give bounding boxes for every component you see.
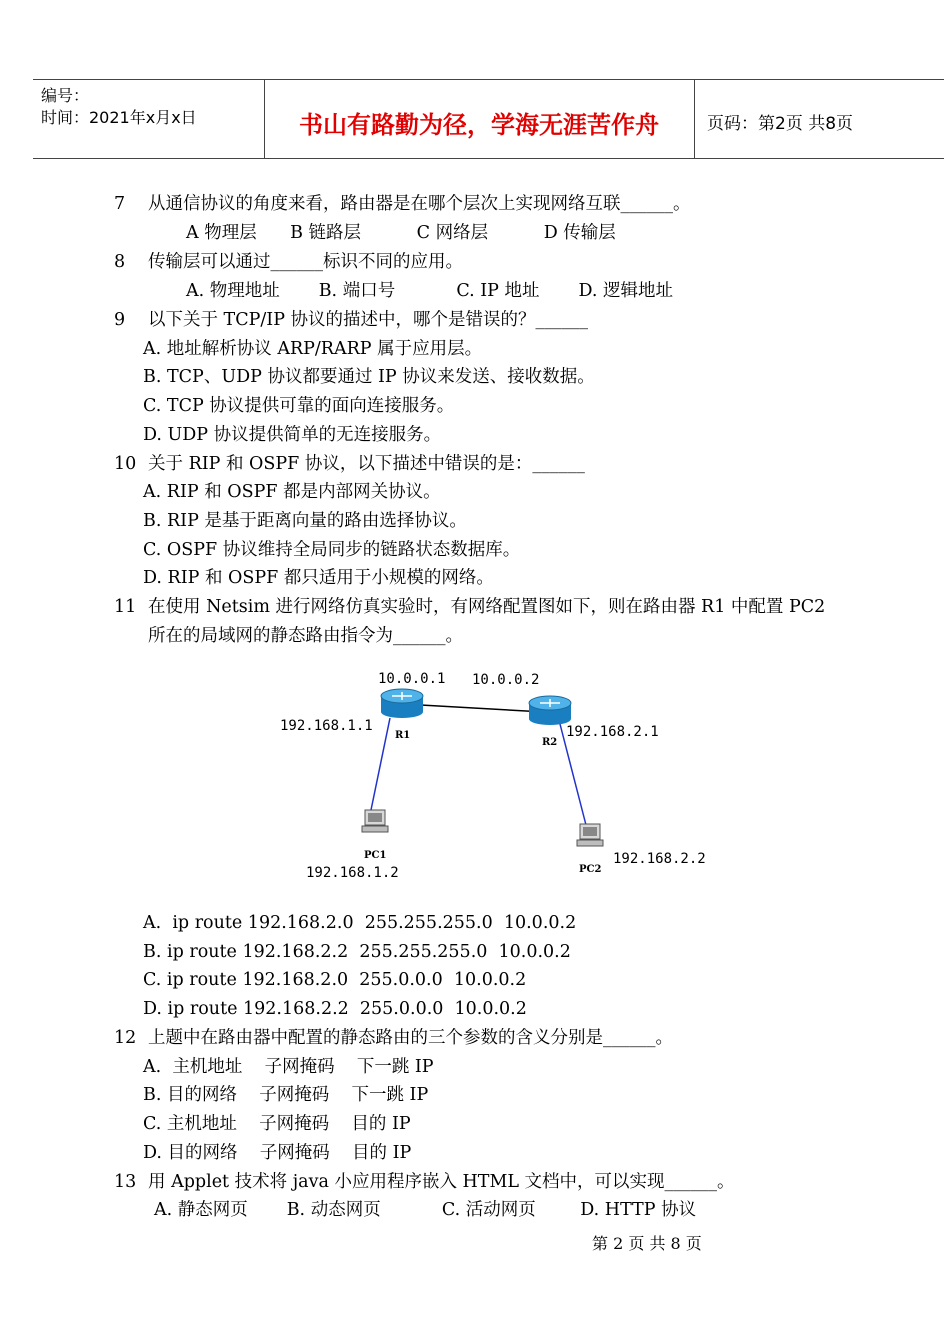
r1-lan-ip: 192.168.1.1 <box>280 718 373 734</box>
option: C. 主机地址 子网掩码 目的 IP <box>143 1114 411 1134</box>
router-icon <box>381 689 423 718</box>
header-motto-cell <box>264 80 695 158</box>
option: B. RIP 是基于距离向量的路由选择协议。 <box>143 511 467 531</box>
option: D. UDP 协议提供简单的无连接服务。 <box>143 425 442 445</box>
r2-wan-ip: 10.0.0.2 <box>472 672 540 688</box>
option: A. RIP 和 OSPF 都是内部网关协议。 <box>143 482 441 502</box>
option: D. RIP 和 OSPF 都只适用于小规模的网络。 <box>143 568 494 588</box>
question-number: 13 <box>114 1172 137 1192</box>
page-number: 页码：第2页 共8页 <box>707 114 854 134</box>
router-icon <box>529 696 571 725</box>
question-number: 8 <box>114 252 126 272</box>
option: A. 主机地址 子网掩码 下一跳 IP <box>143 1057 434 1077</box>
r1-wan-ip: 10.0.0.1 <box>378 671 446 687</box>
pc2-label: PC2 <box>579 864 602 875</box>
pc-icon <box>362 810 388 832</box>
question-number: 11 <box>114 597 137 617</box>
option: A. ip route 192.168.2.0 255.255.255.0 10.0.0.2 <box>143 913 577 933</box>
question-text: 关于 RIP 和 OSPF 协议，以下描述中错误的是：______ <box>148 454 585 474</box>
serial-label: 编号： <box>41 86 90 105</box>
option: B. ip route 192.168.2.2 255.255.255.0 10.0.0.2 <box>143 942 571 962</box>
pc-icon <box>577 824 603 846</box>
r1-label: R1 <box>395 730 411 741</box>
page-header <box>33 79 944 159</box>
option: B. TCP、UDP 协议都要通过 IP 协议来发送、接收数据。 <box>143 367 595 387</box>
page-footer: 第 2 页 共 8 页 <box>592 1234 702 1253</box>
question-options: A 物理层 B 链路层 C 网络层 D 传输层 <box>186 223 616 243</box>
question-text-continued: 所在的局域网的静态路由指令为______。 <box>148 626 463 646</box>
option: A. 地址解析协议 ARP/RARP 属于应用层。 <box>143 339 483 359</box>
option: D. ip route 192.168.2.2 255.0.0.0 10.0.0.2 <box>143 999 527 1019</box>
question-text: 以下关于 TCP/IP 协议的描述中，哪个是错误的？______ <box>148 310 589 330</box>
question-text: 从通信协议的角度来看，路由器是在哪个层次上实现网络互联______。 <box>148 194 691 214</box>
option: C. OSPF 协议维持全局同步的链路状态数据库。 <box>143 540 521 560</box>
time-label: 时间：2021年x月x日 <box>41 108 197 127</box>
question-text: 在使用 Netsim 进行网络仿真实验时，有网络配置图如下，则在路由器 R1 中配置 PC2 <box>148 597 826 617</box>
r1-pc1-link <box>371 718 390 810</box>
question-text: 传输层可以通过______标识不同的应用。 <box>148 252 463 272</box>
option: D. 目的网络 子网掩码 目的 IP <box>143 1143 412 1163</box>
question-options: A. 物理地址 B. 端口号 C. IP 地址 D. 逻辑地址 <box>186 281 673 301</box>
option: B. 目的网络 子网掩码 下一跳 IP <box>143 1085 429 1105</box>
motto: 书山有路勤为径，学海无涯苦作舟 <box>299 111 659 139</box>
r1-r2-link <box>403 704 544 712</box>
question-number: 7 <box>114 194 126 214</box>
pc1-ip: 192.168.1.2 <box>306 865 399 881</box>
network-diagram <box>270 660 730 890</box>
pc1-label: PC1 <box>364 850 387 861</box>
option: C. ip route 192.168.2.0 255.0.0.0 10.0.0.2 <box>143 970 527 990</box>
question-options: A. 静态网页 B. 动态网页 C. 活动网页 D. HTTP 协议 <box>154 1200 697 1220</box>
pc2-ip: 192.168.2.2 <box>613 851 706 867</box>
network-diagram-svg <box>270 660 730 890</box>
r2-label: R2 <box>542 737 558 748</box>
header-page-cell <box>695 80 944 158</box>
question-text: 用 Applet 技术将 java 小应用程序嵌入 HTML 文档中，可以实现______。 <box>148 1172 735 1192</box>
r2-lan-ip: 192.168.2.1 <box>566 724 659 740</box>
header-info-cell <box>33 80 265 158</box>
question-number: 12 <box>114 1028 137 1048</box>
option: C. TCP 协议提供可靠的面向连接服务。 <box>143 396 455 416</box>
question-number: 9 <box>114 310 126 330</box>
question-number: 10 <box>114 454 137 474</box>
question-text: 上题中在路由器中配置的静态路由的三个参数的含义分别是______。 <box>148 1028 673 1048</box>
